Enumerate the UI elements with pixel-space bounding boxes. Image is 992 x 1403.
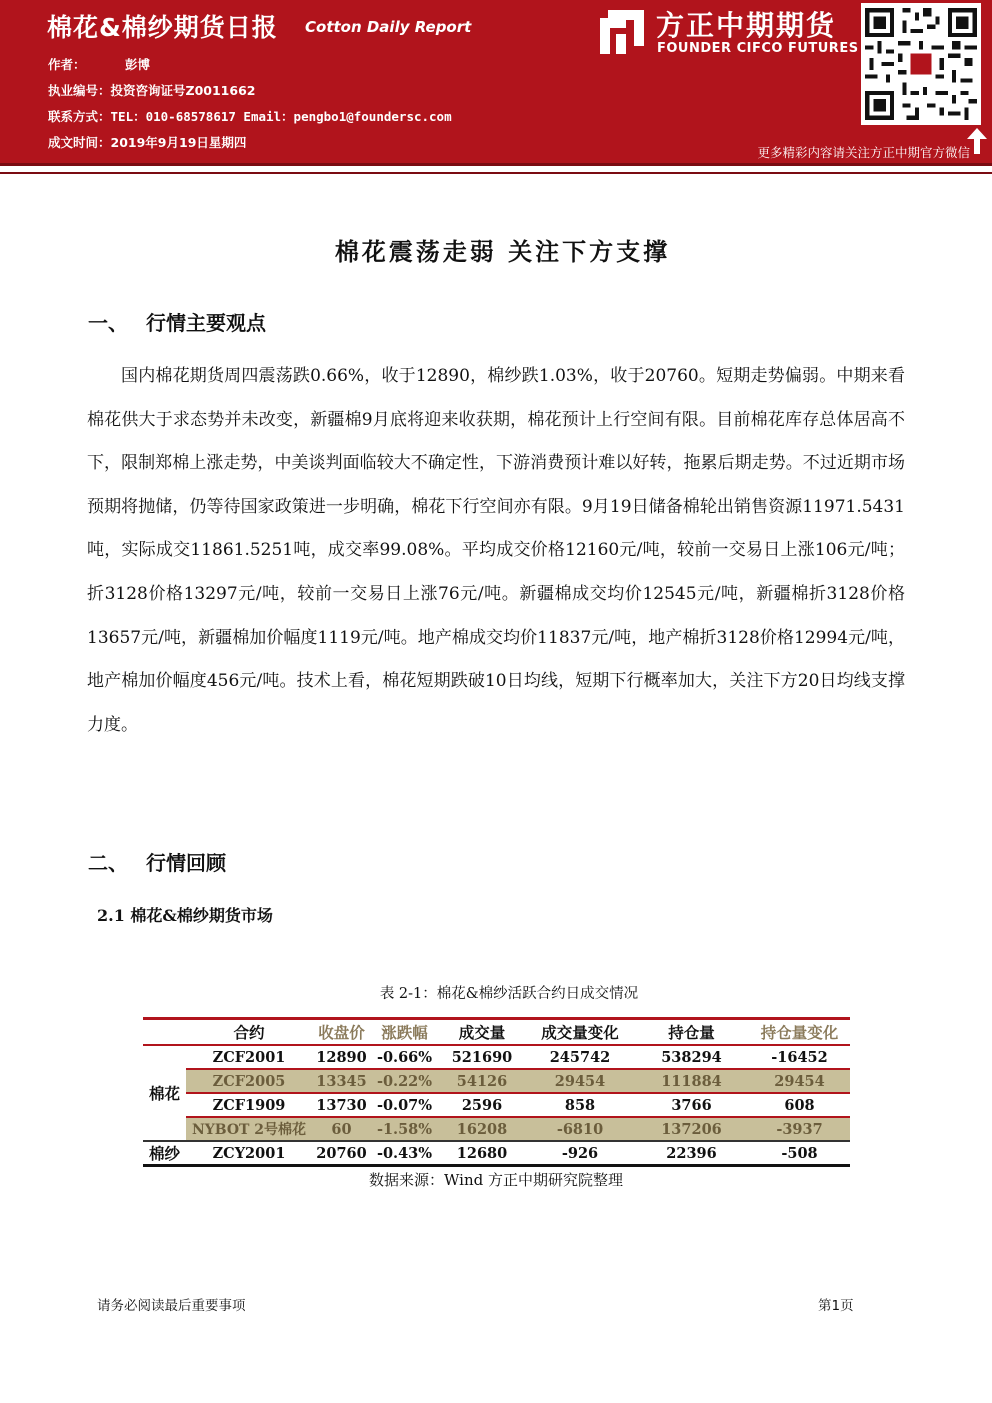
group-label-cotton: 棉花 bbox=[143, 1045, 186, 1141]
cell-open-interest: 538294 bbox=[661, 1048, 722, 1066]
table-row bbox=[143, 1117, 850, 1141]
group-label-yarn: 棉纱 bbox=[143, 1141, 186, 1166]
section-heading-review bbox=[88, 847, 226, 876]
section-heading-views bbox=[88, 307, 266, 336]
table-source: 数据来源：Wind 方正中期研究院整理 bbox=[369, 1171, 623, 1189]
table-row bbox=[143, 1069, 850, 1093]
cell-volume-change: 858 bbox=[526, 1093, 634, 1117]
cell-volume: 2596 bbox=[438, 1093, 526, 1117]
header-cell: 成交量变化 bbox=[526, 1019, 634, 1046]
table-header-row bbox=[143, 1019, 850, 1046]
header-cell: 持仓量变化 bbox=[749, 1019, 850, 1046]
company-name-en: FOUNDER CIFCO FUTURES bbox=[657, 41, 859, 56]
cell-volume-change: -6810 bbox=[526, 1117, 634, 1141]
table-row bbox=[143, 1141, 850, 1166]
page-number: 第1页 bbox=[818, 1298, 854, 1314]
cell-change: -0.43% bbox=[371, 1141, 438, 1166]
cell-volume-change: -926 bbox=[526, 1141, 634, 1166]
cell-volume-change: 29454 bbox=[526, 1069, 634, 1093]
license-number: 投资咨询证号Z0011662 bbox=[110, 83, 256, 98]
section-number: 二、 bbox=[88, 851, 128, 875]
author-label: 作者： bbox=[48, 57, 86, 72]
header-cell: 持仓量 bbox=[634, 1019, 749, 1046]
section-title: 行情回顾 bbox=[146, 851, 226, 875]
cell-contract: ZCF2005 bbox=[186, 1069, 312, 1093]
subsection-heading: 2.1 棉花&棉纱期货市场 bbox=[97, 906, 273, 925]
header-divider-thin bbox=[0, 172, 992, 174]
cell-volume: 16208 bbox=[438, 1117, 526, 1141]
table-caption: 表 2-1：棉花&棉纱活跃合约日成交情况 bbox=[379, 986, 639, 1002]
cell-oi-change: -16452 bbox=[771, 1048, 828, 1066]
header-cell: 成交量 bbox=[438, 1019, 526, 1046]
author-name: 彭博 bbox=[125, 57, 151, 72]
wechat-qr-code-icon bbox=[861, 3, 981, 125]
cell-open-interest: 22396 bbox=[634, 1141, 749, 1166]
cell-open-interest: 3766 bbox=[634, 1093, 749, 1117]
header-divider bbox=[0, 163, 992, 166]
footer-disclaimer-note: 请务必阅读最后重要事项 bbox=[97, 1298, 246, 1314]
cell-close: 13345 bbox=[312, 1069, 371, 1093]
report-header bbox=[0, 0, 992, 163]
contact-label: 联系方式： bbox=[48, 109, 111, 124]
cell-oi-change: 608 bbox=[749, 1093, 850, 1117]
section-title: 行情主要观点 bbox=[146, 311, 266, 335]
date-line bbox=[48, 133, 246, 151]
header-cell: 涨跌幅 bbox=[371, 1019, 438, 1046]
table-row bbox=[143, 1045, 850, 1069]
header-cell-group bbox=[143, 1019, 186, 1046]
cell-open-interest: 111884 bbox=[634, 1069, 749, 1093]
author-line bbox=[48, 55, 150, 73]
cell-open-interest: 137206 bbox=[634, 1117, 749, 1141]
cell-volume-change: 245742 bbox=[549, 1048, 611, 1066]
section-number: 一、 bbox=[88, 311, 128, 335]
cell-contract: NYBOT 2号棉花 bbox=[186, 1117, 312, 1141]
cell-close: 60 bbox=[312, 1117, 371, 1141]
cell-change: -0.66% bbox=[376, 1048, 433, 1066]
cell-change: -0.22% bbox=[371, 1069, 438, 1093]
cell-oi-change: -3937 bbox=[749, 1117, 850, 1141]
cell-change: -0.07% bbox=[371, 1093, 438, 1117]
header-cell: 合约 bbox=[186, 1019, 312, 1046]
license-line bbox=[48, 81, 255, 99]
table-row bbox=[143, 1093, 850, 1117]
date-label: 成文时间： bbox=[48, 135, 111, 150]
company-logo-icon bbox=[598, 8, 646, 56]
report-title-en: Cotton Daily Report bbox=[305, 18, 472, 36]
contact-line bbox=[48, 107, 452, 125]
report-title: 棉花&棉纱期货日报 bbox=[47, 13, 278, 42]
cell-contract: ZCF1909 bbox=[186, 1093, 312, 1117]
cell-close: 13730 bbox=[312, 1093, 371, 1117]
futures-trading-table bbox=[143, 1017, 850, 1167]
market-view-paragraph: 国内棉花期货周四震荡跌0.66%，收于12890，棉纱跌1.03%，收于20760。短期走势偏弱。中期来看棉花供大于求态势并未改变，新疆棉9月底将迎来收获期，棉花预计上行空间有限。目前棉花库存总体居高不下，限制郑棉上涨走势，中美谈判面临较大不确定性，下游消费预计难以好转，拖累后期走势。不过近期市场预期将抛储，仍等待国家政策进一步明确，棉花下行空间亦有限。9月19日储备棉轮出销售资源11971.5431吨，实际成交11861.5251吨，成交率99.08%。平均成交价格12160元/吨，较前一交易日上涨106元/吨；折3128价格13297元/吨，较前一交易日上涨76元/吨。新疆棉成交均价12545元/吨，新疆棉折3128价格13657元/吨，新疆棉加价幅度1119元/吨。地产棉成交均价11837元/吨，地产棉折3128价格12994元/吨，地产棉加价幅度456元/吨。技术上看，棉花短期跌破10日均线，短期下行概率加大，关注下方20日均线支撑力度。 bbox=[87, 366, 905, 735]
cell-contract: ZCY2001 bbox=[186, 1141, 312, 1166]
wechat-follow-note: 更多精彩内容请关注方正中期官方微信 bbox=[757, 145, 970, 160]
license-label: 执业编号： bbox=[48, 83, 111, 98]
report-date: 2019年9月19日星期四 bbox=[110, 135, 247, 150]
cell-volume: 54126 bbox=[438, 1069, 526, 1093]
cell-contract: ZCF2001 bbox=[212, 1048, 286, 1066]
header-cell: 收盘价 bbox=[312, 1019, 371, 1046]
cell-volume: 521690 bbox=[451, 1048, 513, 1066]
document-title: 棉花震荡走弱 关注下方支撑 bbox=[334, 237, 671, 266]
cell-change: -1.58% bbox=[371, 1117, 438, 1141]
cell-oi-change: -508 bbox=[749, 1141, 850, 1166]
cell-volume: 12680 bbox=[438, 1141, 526, 1166]
cell-close: 12890 bbox=[316, 1048, 367, 1066]
cell-oi-change: 29454 bbox=[749, 1069, 850, 1093]
company-name-cn: 方正中期期货 bbox=[656, 9, 837, 42]
cell-close: 20760 bbox=[312, 1141, 371, 1166]
contact-info: TEL：010-68578617 Email：pengbo1@foundersc.com bbox=[110, 109, 452, 124]
